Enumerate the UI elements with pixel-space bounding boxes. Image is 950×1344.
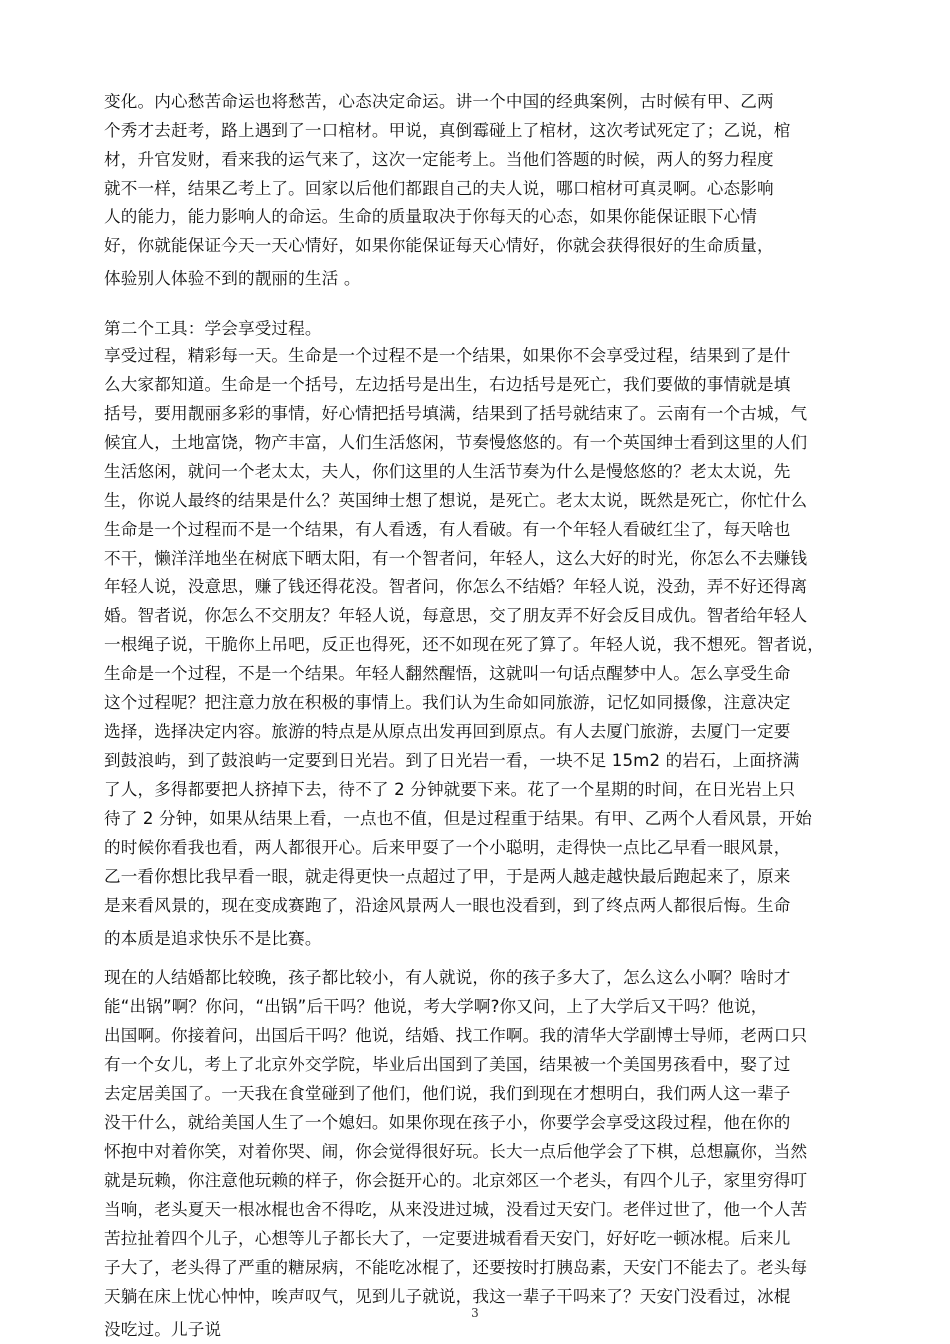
- body-text-line: 个秀才去赶考，路上遇到了一口棺材。甲说，真倒霉碰上了棺材，这次考试死定了；乙说，棺: [104, 121, 791, 140]
- body-text-line: 到鼓浪屿，到了鼓浪屿一定要到日光岩。到了日光岩一看，一块不足 15m2 的岩石，上面挤满: [104, 751, 800, 770]
- body-text-line: 生命是一个过程而不是一个结果，有人看透，有人看破。有一个年轻人看破红尘了，每天啥也: [104, 520, 791, 539]
- body-text-line: 么大家都知道。生命是一个括号，左边括号是出生，右边括号是死亡，我们要做的事情就是填: [104, 375, 791, 394]
- body-text-line: 不干，懒洋洋地坐在树底下晒太阳，有一个智者问，年轻人，这么大好的时光，你怎么不去赚钱: [104, 549, 808, 568]
- body-text-line: 没吃过。儿子说: [104, 1320, 222, 1339]
- body-text-line: 当响，老头夏天一根冰棍也舍不得吃，从来没进过城，没看过天安门。老伴过世了，他一个人苦: [104, 1200, 808, 1219]
- body-text-line: 有一个女儿，考上了北京外交学院，毕业后出国到了美国，结果被一个美国男孩看中，娶了过: [104, 1055, 791, 1074]
- body-text-line: 变化。内心愁苦命运也将愁苦，心态决定命运。讲一个中国的经典案例，古时候有甲、乙两: [104, 92, 774, 111]
- body-text-line: 好，你就能保证今天一天心情好，如果你能保证每天心情好，你就会获得很好的生命质量，: [104, 236, 774, 255]
- page-number: 3: [471, 1306, 479, 1320]
- body-text-line: 的时候你看我也看，两人都很开心。后来甲耍了一个小聪明，走得快一点比乙早看一眼风景，: [104, 838, 791, 857]
- body-text-line: 怀抱中对着你笑，对着你哭、闹，你会觉得很好玩。长大一点后他学会了下棋，总想赢你，当然: [104, 1142, 808, 1161]
- body-text-line: 候宜人，土地富饶，物产丰富，人们生活悠闲，节奏慢悠悠的。有一个英国绅士看到这里的人们: [104, 433, 808, 452]
- body-text-line: 材，升官发财，看来我的运气来了，这次一定能考上。当他们答题的时候，两人的努力程度: [104, 150, 774, 169]
- body-text-line: 是来看风景的，现在变成赛跑了，沿途风景两人一眼也没看到，到了终点两人都很后悔。生命: [104, 896, 791, 915]
- body-text-line: 享受过程，精彩每一天。生命是一个过程不是一个结果，如果你不会享受过程，结果到了是什: [104, 346, 791, 365]
- body-text-line: 了人，多得都要把人挤掉下去，待不了 2 分钟就要下来。花了一个星期的时间，在日光岩上只: [104, 780, 796, 799]
- body-text-line: 生，你说人最终的结果是什么？英国绅士想了想说，是死亡。老太太说，既然是死亡，你忙什么: [104, 491, 808, 510]
- body-text-line: 这个过程呢？把注意力放在积极的事情上。我们认为生命如同旅游，记忆如同摄像，注意决定: [104, 693, 791, 712]
- body-text-line: 乙一看你想比我早看一眼，就走得更快一点超过了甲，于是两人越走越快最后跑起来了，原来: [104, 867, 791, 886]
- body-text-line: 就是玩赖，你注意他玩赖的样子，你会挺开心的。北京郊区一个老头，有四个儿子，家里穷得叮: [104, 1171, 808, 1190]
- body-text-line: 一根绳子说，干脆你上吊吧，反正也得死，还不如现在死了算了。年轻人说，我不想死。智者说，: [104, 635, 824, 654]
- section-heading: 第二个工具：学会享受过程。: [104, 319, 322, 338]
- body-text-line: 出国啊。你接着问，出国后干吗？他说，结婚、找工作啊。我的清华大学副博士导师，老两口只: [104, 1026, 808, 1045]
- body-text-line: 去定居美国了。一天我在食堂碰到了他们，他们说，我们到现在才想明白，我们两人这一辈子: [104, 1084, 791, 1103]
- body-text-line: 苦拉扯着四个儿子，心想等儿子都长大了，一定要进城看看天安门，好好吃一顿冰棍。后来儿: [104, 1229, 791, 1248]
- body-text-line: 生活悠闲，就问一个老太太，夫人，你们这里的人生活节奏为什么是慢悠悠的？老太太说，先: [104, 462, 791, 481]
- body-text-line: 括号，要用靓丽多彩的事情，好心情把括号填满，结果到了括号就结束了。云南有一个古城，气: [104, 404, 808, 423]
- body-text-line: 就不一样，结果乙考上了。回家以后他们都跟自己的夫人说，哪口棺材可真灵啊。心态影响: [104, 179, 774, 198]
- body-text-line: 婚。智者说，你怎么不交朋友？年轻人说，每意思，交了朋友弄不好会反目成仇。智者给年轻人: [104, 606, 808, 625]
- body-text-line: 能“出锅”啊？你问，“出锅”后干吗？他说，考大学啊?你又问，上了大学后又干吗？他说，: [104, 997, 768, 1016]
- body-text-line: 年轻人说，没意思，赚了钱还得花没。智者问，你怎么不结婚？年轻人说，没劲，弄不好还得离: [104, 577, 808, 596]
- body-text-line: 选择，选择决定内容。旅游的特点是从原点出发再回到原点。有人去厦门旅游，去厦门一定要: [104, 722, 791, 741]
- body-text-line: 天躺在床上忧心忡忡，唉声叹气，见到儿子就说，我这一辈子干吗来了？天安门没看过，冰棍: [104, 1287, 791, 1306]
- body-text-line: 人的能力，能力影响人的命运。生命的质量取决于你每天的心态，如果你能保证眼下心情: [104, 207, 758, 226]
- body-text-line: 现在的人结婚都比较晚，孩子都比较小，有人就说，你的孩子多大了，怎么这么小啊？啥时才: [104, 968, 791, 987]
- body-text-line: 体验别人体验不到的靓丽的生活 。: [104, 269, 361, 288]
- body-text-line: 没干什么，就给美国人生了一个媳妇。如果你现在孩子小，你要学会享受这段过程，他在你的: [104, 1113, 791, 1132]
- body-text-line: 生命是一个过程，不是一个结果。年轻人翻然醒悟，这就叫一句话点醒梦中人。怎么享受生命: [104, 664, 791, 683]
- body-text-line: 的本质是追求快乐不是比赛。: [104, 929, 322, 948]
- body-text-line: 子大了，老头得了严重的糖尿病，不能吃冰棍了，还要按时打胰岛素，天安门不能去了。老头每: [104, 1258, 808, 1277]
- body-text-line: 待了 2 分钟，如果从结果上看，一点也不值，但是过程重于结果。有甲、乙两个人看风景，开始: [104, 809, 813, 828]
